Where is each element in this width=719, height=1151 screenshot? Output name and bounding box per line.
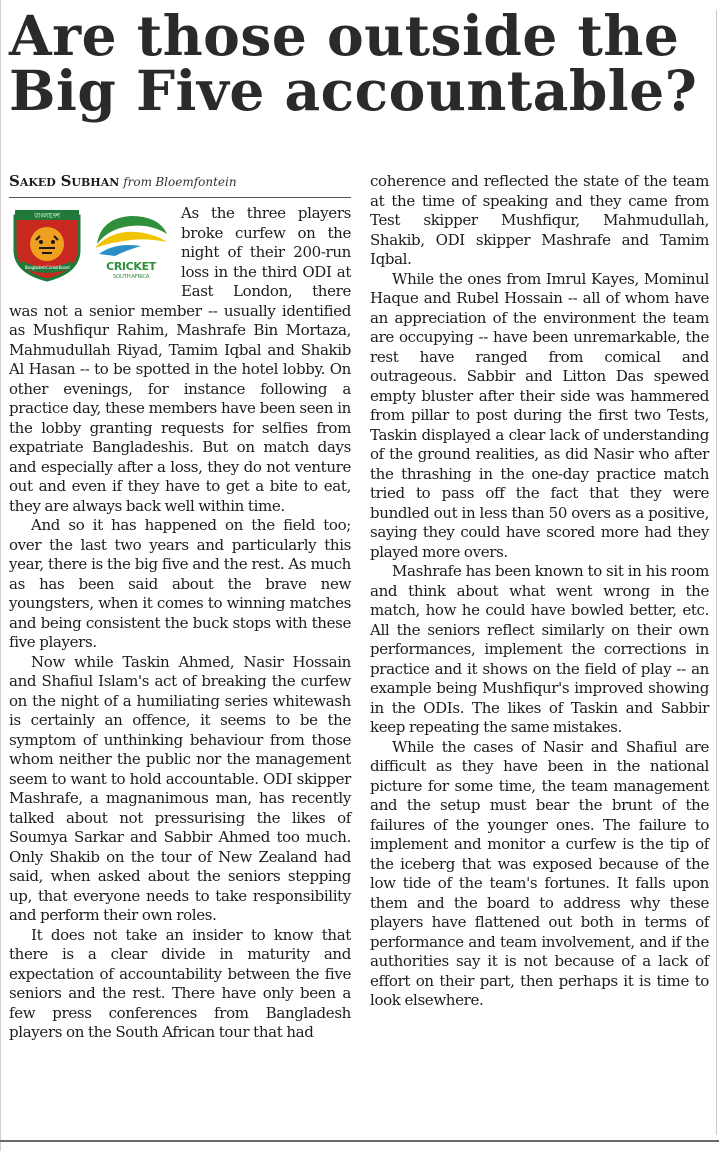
paragraph: While the cases of Nasir and Shafiul are difficult as they have been in the national picture for some time, the team management and the setup must bear the brunt of the failures of the younger ones. The failure to implement and monitor a curfew is the tip of the iceberg that was exposed because of the low tide of the team's fortunes. It falls upon them and the board to address why these players have flattened out both in terms of performance and team involvement, and if the authorities say it is not because of a lack of effort on their part, then perhaps it is time to look elsewhere. <box>370 737 709 1009</box>
paragraph: While the ones from Imrul Kayes, Mominul Haque and Rubel Hossain -- all of whom have an appreciation of the environment the team are occupying -- have been unremarkable, the rest have ranged from comical and outrageous. Sabbir and Litton Das spewed empty bluster after their side was hammered from pillar to post during the first two Tests, Taskin displayed a clear lack of understanding of the ground realities, as did Nasir who after the thrashing in the one-day practice match tried to pass off the fact that they were bundled out in less than 50 overs as a positive, saying they could have scored more had they played more overs. <box>370 269 709 561</box>
paragraph: It does not take an insider to know that there is a clear divide in maturity and expectation of accountability between the five seniors and the rest. There have only been a few press conferences from Bangladesh players on the South African tour that had <box>9 925 351 1041</box>
bcb-caption: Bangladesh Cricket Board <box>24 265 70 270</box>
article-column-right <box>370 172 709 1011</box>
paragraph: Mashrafe has been known to sit in his room and think about what went wrong in the match, how he could have bowled better, etc. All the seniors reflect similarly on their own performances, implement the corrections in practice and it shows on the field of play -- an example being Mushfiqur's improved showing in the ODIs. The likes of Taskin and Sabbir keep repeating the same mistakes. <box>370 562 709 736</box>
page-right-edge <box>716 10 717 1135</box>
csa-label: CRICKET <box>106 260 156 273</box>
byline <box>9 172 351 198</box>
dateline: from Bloemfontein <box>123 175 237 189</box>
csa-logo-icon <box>91 208 171 280</box>
paragraph: As the three players broke curfew on the night of their 200-run loss in the third ODI at East London, there was not a senior member -- usually identified as Mushfiqur Rahim, Mashrafe Bin Mortaza, Mahmudullah Riyad, Tamim Iqbal and Shakib Al Hasan -- to be spotted in the hotel lobby. On other evenings, for instance following a practice day, these members have been seen in the lobby granting requests for selfies from expatriate Bangladeshis. But on match days and especially after a loss, they do not venture out and even if they have to get a bite to eat, they are always back well within time. <box>9 204 351 515</box>
article-column-left <box>9 172 351 1043</box>
author-name: Saked Subhan <box>9 172 120 190</box>
column-divider <box>359 176 360 1126</box>
paragraph: And so it has happened on the field too; over the last two years and particularly this year, there is the big five and the rest. As much as has been said about the brave new youngsters, when it comes to winning matches and being consistent the buck stops with these five players. <box>9 516 351 651</box>
bcb-logo-icon <box>9 206 85 282</box>
csa-swoosh-blue <box>99 245 141 256</box>
bcb-label: বাংলাদেশ <box>34 212 60 220</box>
csa-sublabel: SOUTH AFRICA <box>112 274 150 280</box>
headline: Are those outside the Big Five accountable? <box>9 3 698 123</box>
page-left-edge <box>0 0 1 1151</box>
logos <box>9 206 175 282</box>
paragraph: coherence and reflected the state of the team at the time of speaking and they came from Test skipper Mushfiqur, Mahmudullah, Shakib, ODI skipper Mashrafe and Tamim Iqbal. <box>370 172 709 268</box>
paragraph: Now while Taskin Ahmed, Nasir Hossain and Shafiul Islam's act of breaking the curfew on the night of a humiliating series whitewash is certainly an offence, it seems to be the symptom of unthinking behaviour from those whom neither the public nor the management seem to want to hold accountable. ODI skipper Mashrafe, a magnanimous man, has recently talked about not pressurising the likes of Soumya Sarkar and Sabbir Ahmed too much. Only Shakib on the tour of New Zealand had said, when asked about the seniors stepping up, that everyone needs to take responsibility and perform their own roles. <box>9 652 351 924</box>
bottom-rule <box>0 1140 719 1142</box>
